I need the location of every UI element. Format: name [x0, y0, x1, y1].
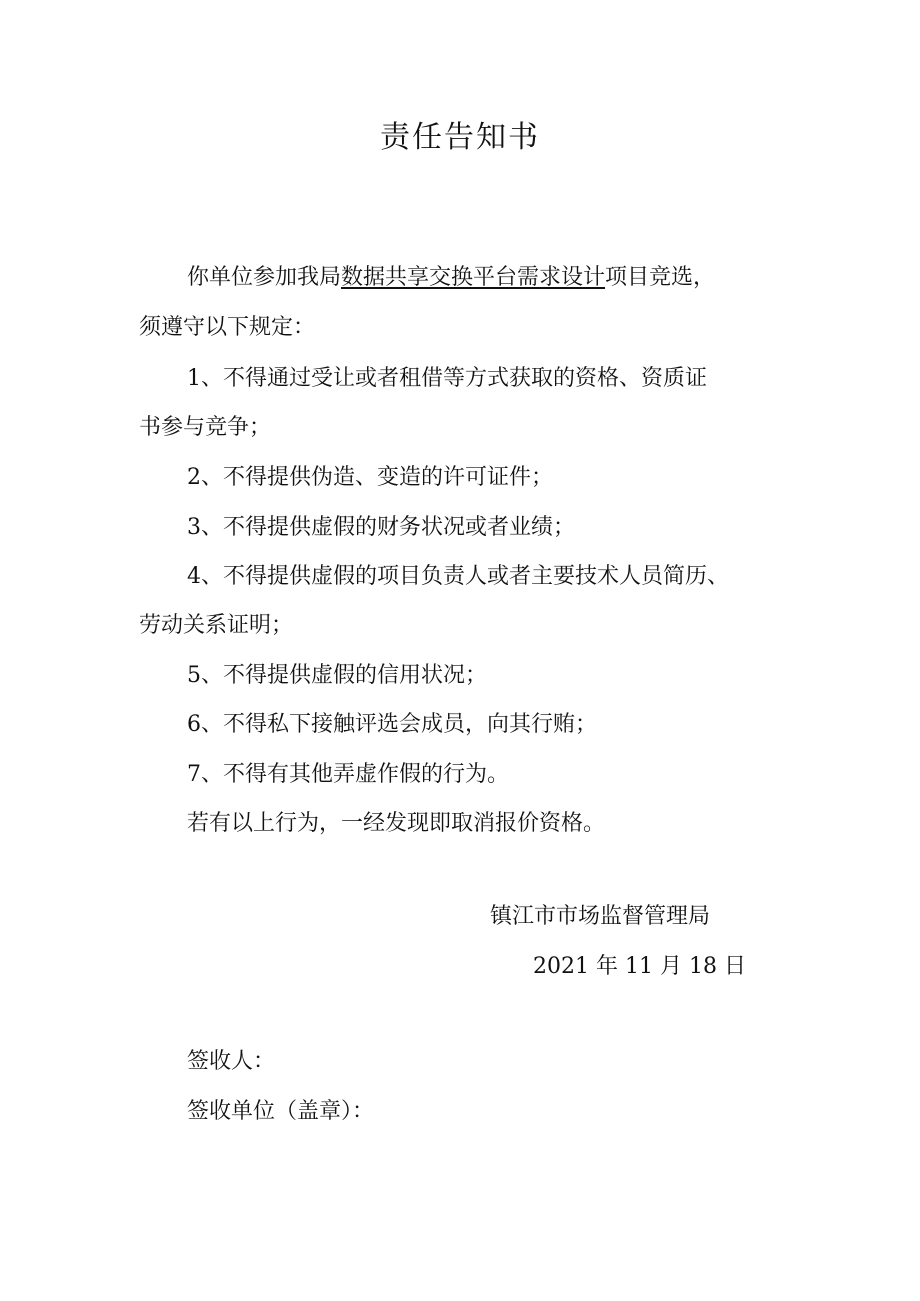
- project-name: 数据共享交换平台需求设计: [341, 265, 606, 290]
- document-title: 责任告知书: [380, 120, 540, 155]
- rule-4-line-1: 4、不得提供虚假的项目负责人或者主要技术人员简历、: [187, 564, 729, 589]
- intro-line-2: 须遵守以下规定：: [139, 315, 316, 340]
- conclusion: 若有以上行为，一经发现即取消报价资格。: [187, 811, 606, 836]
- signee-label: 签收人：: [187, 1049, 276, 1074]
- issue-date: 2021 年 11 月 18 日: [533, 954, 746, 979]
- rule-2: 2、不得提供伪造、变造的许可证件；: [187, 465, 553, 490]
- rule-1-line-1: 1、不得通过受让或者租借等方式获取的资格、资质证: [187, 366, 707, 391]
- rule-6: 6、不得私下接触评选会成员，向其行贿；: [187, 712, 597, 737]
- issuer-name: 镇江市市场监督管理局: [490, 904, 711, 929]
- intro-suffix: 项目竞选，: [605, 265, 716, 290]
- rule-4-line-2: 劳动关系证明；: [139, 613, 294, 638]
- intro-line-1: [187, 263, 715, 293]
- rule-5: 5、不得提供虚假的信用状况；: [187, 663, 487, 688]
- intro-prefix: 你单位参加我局: [187, 265, 342, 290]
- signee-unit-label: 签收单位（盖章）：: [187, 1099, 375, 1124]
- rule-1-line-2: 书参与竞争；: [139, 415, 272, 440]
- rule-7: 7、不得有其他弄虚作假的行为。: [187, 762, 509, 787]
- rule-3: 3、不得提供虚假的财务状况或者业绩；: [187, 515, 575, 540]
